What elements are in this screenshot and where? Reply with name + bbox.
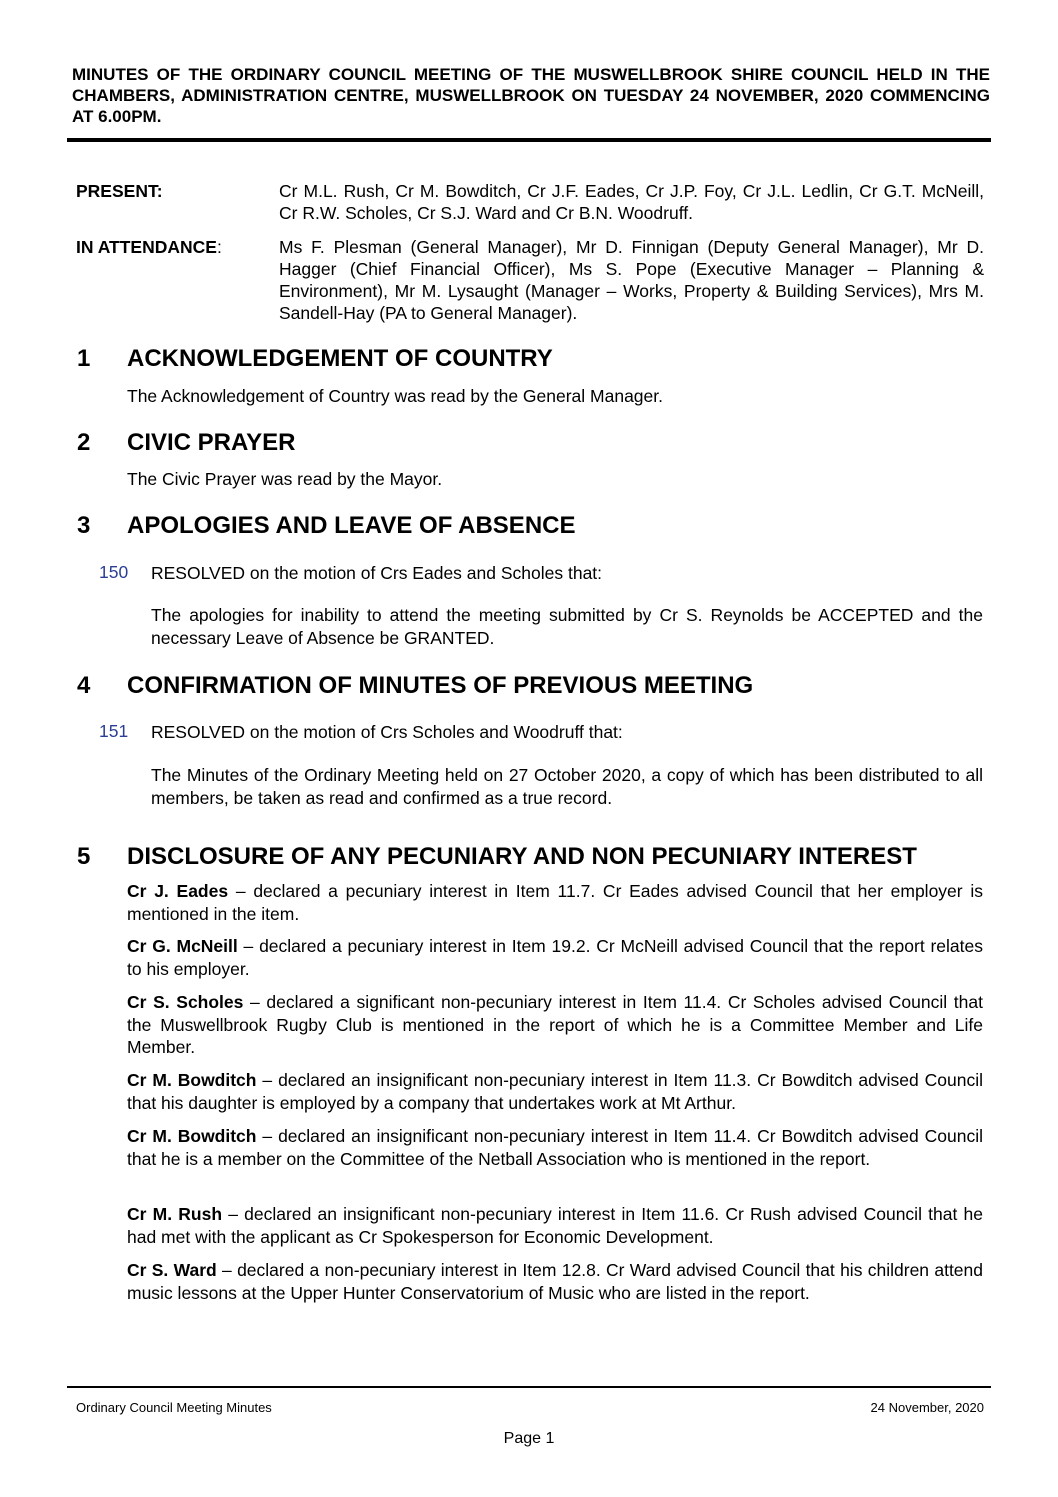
interest-declaration	[127, 880, 983, 925]
councillor-name: Cr S. Ward	[127, 1260, 217, 1280]
section-text: The Civic Prayer was read by the Mayor.	[127, 469, 443, 489]
councillor-name: Cr S. Scholes	[127, 992, 244, 1012]
in-attendance-label	[76, 236, 222, 258]
section-number: 1	[77, 345, 91, 372]
section-number: 3	[77, 512, 91, 539]
interest-declaration	[127, 1069, 983, 1114]
section-title: CIVIC PRAYER	[127, 429, 296, 456]
interest-declaration	[127, 1203, 983, 1248]
resolution-intro: RESOLVED on the motion of Crs Scholes and Woodruff that:	[151, 722, 623, 742]
interest-declaration	[127, 991, 983, 1059]
page-number: Page 1	[503, 1430, 555, 1447]
councillor-name: Cr M. Rush	[127, 1204, 223, 1224]
resolution-number: 151	[99, 721, 129, 741]
interest-text: – declared a pecuniary interest in Item 11.7. Cr Eades advised Council that her employer is mentioned in the item.	[127, 881, 983, 924]
section-title: DISCLOSURE OF ANY PECUNIARY AND NON PECUNIARY INTEREST	[127, 843, 917, 870]
section-title: CONFIRMATION OF MINUTES OF PREVIOUS MEETING	[127, 672, 754, 699]
present-label: PRESENT:	[76, 181, 163, 201]
footer-document-title: Ordinary Council Meeting Minutes	[76, 1400, 272, 1415]
in-attendance-colon: :	[216, 237, 222, 257]
footer-date: 24 November, 2020	[870, 1400, 984, 1415]
section-number: 2	[77, 429, 91, 456]
councillor-name: Cr J. Eades	[127, 881, 229, 901]
councillor-name: Cr M. Bowditch	[127, 1070, 257, 1090]
interest-text: – declared an insignificant non-pecuniary interest in Item 11.3. Cr Bowditch advised Council that his daughter is employed by a company that undertakes work at Mt Arthur.	[127, 1070, 983, 1113]
interest-declaration	[127, 935, 983, 980]
section-title: ACKNOWLEDGEMENT OF COUNTRY	[127, 345, 553, 372]
present-value: Cr M.L. Rush, Cr M. Bowditch, Cr J.F. Eades, Cr J.P. Foy, Cr J.L. Ledlin, Cr G.T. McNeill, Cr R.W. Scholes, Cr S.J. Ward and Cr B.N. Woodruff.	[279, 181, 984, 223]
header-divider	[67, 138, 991, 142]
councillor-name: Cr G. McNeill	[127, 936, 238, 956]
resolution-intro: RESOLVED on the motion of Crs Eades and Scholes that:	[151, 563, 603, 583]
section-title: APOLOGIES AND LEAVE OF ABSENCE	[127, 512, 576, 539]
interest-text: – declared a non-pecuniary interest in Item 12.8. Cr Ward advised Council that his children attend music lessons at the Upper Hunter Conservatorium of Music who are listed in the report.	[127, 1260, 984, 1303]
interest-text: – declared a significant non-pecuniary interest in Item 11.4. Cr Scholes advised Council that the Muswellbrook Rugby Club is mentioned in the report of which he is a Committee Member and Life Member.	[127, 992, 983, 1057]
resolution-text: The apologies for inability to attend the meeting submitted by Cr S. Reynolds be ACCEPTED and the necessary Leave of Absence be GRANTED.	[151, 605, 983, 648]
interest-text: – declared an insignificant non-pecuniary interest in Item 11.4. Cr Bowditch advised Council that he is a member on the Committee of the Netball Association who is mentioned in the report.	[127, 1126, 983, 1169]
interest-declaration	[127, 1259, 983, 1304]
interest-declaration	[127, 1125, 983, 1170]
resolution-text: The Minutes of the Ordinary Meeting held on 27 October 2020, a copy of which has been distributed to all members, be taken as read and confirmed as a true record.	[151, 765, 983, 808]
section-text: The Acknowledgement of Country was read by the General Manager.	[127, 386, 663, 406]
section-number: 5	[77, 843, 91, 870]
councillor-name: Cr M. Bowditch	[127, 1126, 257, 1146]
in-attendance-label-text: IN ATTENDANCE	[76, 237, 217, 257]
resolution-number: 150	[99, 562, 129, 582]
interest-text: – declared an insignificant non-pecuniary interest in Item 11.6. Cr Rush advised Council that he had met with the applicant as Cr Spokesperson for Economic Development.	[127, 1204, 984, 1247]
section-number: 4	[77, 672, 91, 699]
in-attendance-value: Ms F. Plesman (General Manager), Mr D. Finnigan (Deputy General Manager), Mr D. Hagger (Chief Financial Officer), Ms S. Pope (Executive Manager – Planning & Environment), Mr M. Lysaught (Manager – Works, Property & Building Services), Mrs M. Sandell-Hay (PA to General Manager).	[279, 237, 984, 323]
footer-divider	[67, 1386, 991, 1388]
interest-text: – declared a pecuniary interest in Item 19.2. Cr McNeill advised Council that the report relates to his employer.	[127, 936, 983, 979]
minutes-heading: MINUTES OF THE ORDINARY COUNCIL MEETING OF THE MUSWELLBROOK SHIRE COUNCIL HELD IN THE CHAMBERS, ADMINISTRATION CENTRE, MUSWELLBROOK ON TUESDAY 24 NOVEMBER, 2020 COMMENCING AT 6.00PM.	[72, 65, 990, 126]
